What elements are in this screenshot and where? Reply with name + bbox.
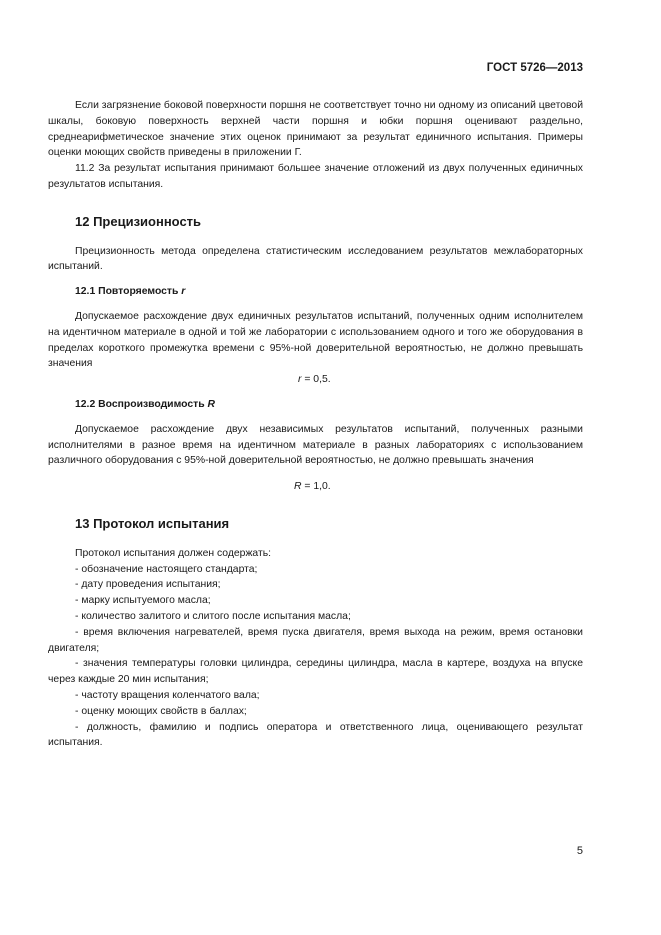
subsection-12-2-label: 12.2 Воспроизводимость <box>75 398 205 410</box>
list-item: - частоту вращения коленчатого вала; <box>75 689 260 701</box>
list-item: - количество залитого и слитого после испытания масла; <box>75 610 351 622</box>
list-item: - время включения нагревателей, время пуска двигателя, время выхода на режим, время остановки двигателя; <box>48 626 583 654</box>
page-number: 5 <box>576 845 583 857</box>
list-item: - значения температуры головки цилиндра, середины цилиндра, масла в картере, воздуха на впуске через каждые 20 мин испытания; <box>48 658 583 686</box>
list-item: - марку испытуемого масла; <box>75 595 211 607</box>
reproducibility-symbol: R <box>294 481 302 493</box>
section-12-text: Прецизионность метода определена статистическим исследованием результатов межлабораторных испытаний. <box>48 245 583 273</box>
subsection-12-1-symbol: r <box>181 286 186 298</box>
subsection-12-2-title <box>75 397 583 413</box>
repeatability-formula <box>48 372 583 388</box>
subsection-12-2-text: Допускаемое расхождение двух независимых результатов испытаний, полученных разными исполнителями в разное время на идентичном материале в разных лабораториях с использованием различного оборудования с 95%-ной доверительной вероятностью, не должно превышать значения <box>48 423 583 467</box>
subsection-12-1-text: Допускаемое расхождение двух единичных результатов испытаний, полученных одним исполнителем на идентичном материале в одной и той же лаборатории с использованием одного и того же оборудования в пределах короткого промежутка времени с 95%-ной доверительной вероятностью, не должно превышать значения <box>48 310 583 370</box>
list-item: - обозначение настоящего стандарта; <box>75 563 258 575</box>
document-body <box>48 98 583 751</box>
intro-paragraph-2: 11.2 За результат испытания принимают большее значение отложений из двух полученных единичных результатов испытания. <box>48 163 583 190</box>
list-item: - дату проведения испытания; <box>75 579 221 591</box>
protocol-list <box>48 546 583 751</box>
list-item: - должность, фамилию и подпись оператора и ответственного лица, оценивающего результат испытания. <box>48 721 583 749</box>
subsection-12-1-label: 12.1 Повторяемость <box>75 286 179 298</box>
reproducibility-formula <box>48 479 583 495</box>
intro-paragraph-1: Если загрязнение боковой поверхности поршня не соответствует точно ни одному из описаний цветовой шкалы, боковую поверхность верхней части поршня и юбки поршня оценивают раздельно, среднеарифметическое значение этих оценок принимают за результат единичного испытания. Примеры оценки моющих свойств приведены в приложении Г. <box>48 100 583 159</box>
repeatability-value: = 0,5. <box>301 374 331 386</box>
section-12-title: 12 Прецизионность <box>75 213 202 229</box>
reproducibility-value: = 1,0. <box>301 481 331 493</box>
repeatability-symbol: r <box>298 374 302 386</box>
subsection-12-2-symbol: R <box>207 398 215 410</box>
list-item: - оценку моющих свойств в баллах; <box>75 705 247 717</box>
standard-header: ГОСТ 5726—2013 <box>486 62 583 74</box>
section-13-title: 13 Протокол испытания <box>75 515 230 531</box>
subsection-12-1-title <box>75 284 583 300</box>
protocol-intro: Протокол испытания должен содержать: <box>75 547 272 559</box>
